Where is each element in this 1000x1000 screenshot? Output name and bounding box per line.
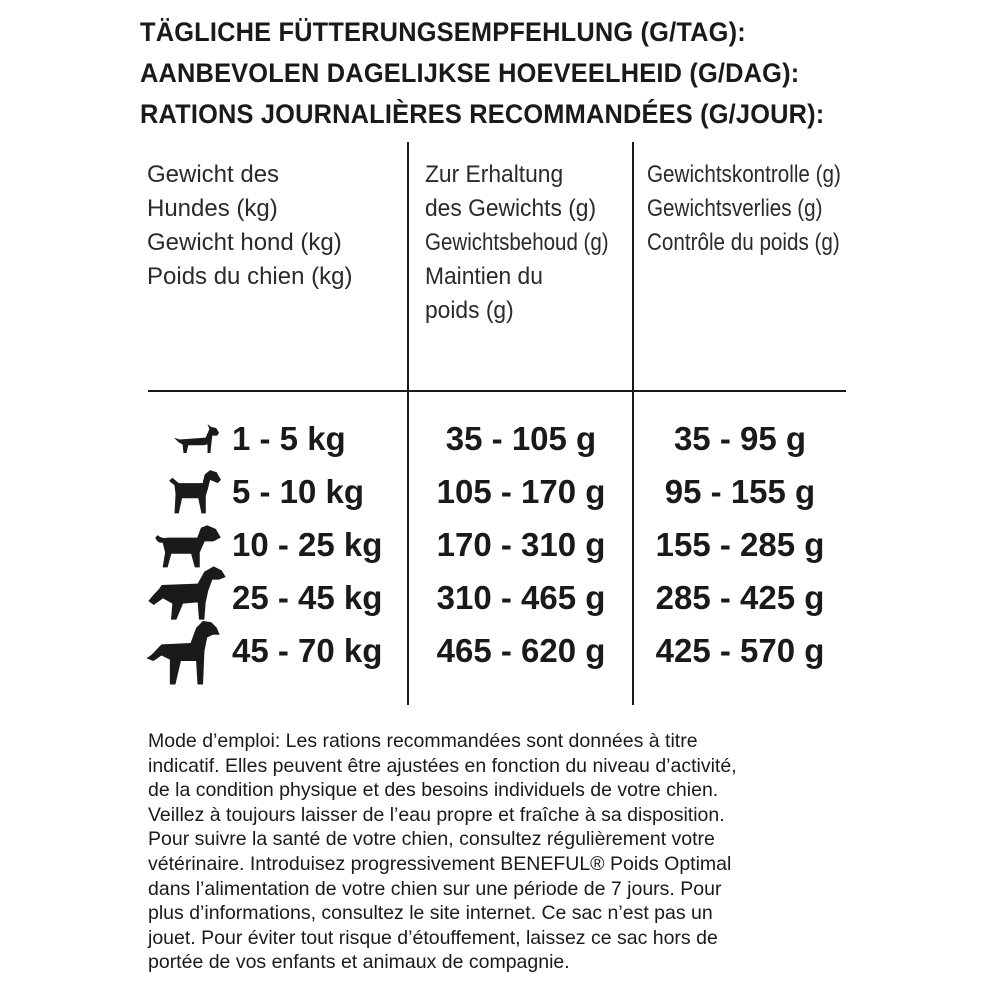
maintain-cell: 310 - 465 g — [436, 579, 606, 616]
small-dog-icon — [172, 422, 220, 458]
maintain-cell: 465 - 620 g — [436, 632, 606, 669]
header-control — [647, 158, 841, 260]
instructions-paragraph — [148, 729, 868, 975]
instructions-line: Pour suivre la santé de votre chien, consultez régulièrement votre — [148, 828, 715, 851]
header-maintain-line: Zur Erhaltung — [425, 161, 564, 188]
header-weight-line: Poids du chien (kg) — [147, 263, 353, 290]
title-german: TÄGLICHE FÜTTERUNGSEMPFEHLUNG (G/TAG): — [140, 17, 746, 47]
instructions-line: dans l’alimentation de votre chien sur une période de 7 jours. Pour — [148, 877, 722, 900]
maintain-cell: 35 - 105 g — [445, 420, 597, 457]
control-cell: 425 - 570 g — [655, 632, 825, 669]
table-row — [0, 518, 1000, 571]
table-row — [0, 412, 1000, 465]
header-maintain-line: Gewichtsbehoud (g) — [425, 229, 609, 256]
instructions-line: jouet. Pour éviter tout risque d’étouffement, laissez ce sac hors de — [148, 926, 718, 949]
maintain-cell: 170 - 310 g — [436, 526, 606, 563]
instructions-line: Mode d’emploi: Les rations recommandées sont données à titre — [148, 730, 698, 752]
weight-cell: 25 - 45 kg — [232, 579, 383, 616]
header-control-line: Gewichtskontrolle (g) — [647, 161, 841, 188]
title-block — [140, 12, 868, 135]
instructions-line: de la condition physique et des besoins individuels de votre chien. — [148, 779, 719, 802]
control-cell: 285 - 425 g — [655, 579, 825, 616]
control-cell: 35 - 95 g — [673, 420, 807, 457]
table-row — [0, 624, 1000, 677]
header-maintain-line: des Gewichts (g) — [425, 195, 597, 222]
weight-cell: 1 - 5 kg — [232, 420, 346, 457]
header-control-line: Contrôle du poids (g) — [647, 229, 840, 256]
instructions-line: plus d’informations, consultez le site internet. Ce sac n’est pas un — [148, 902, 713, 925]
weight-cell: 45 - 70 kg — [232, 632, 383, 669]
instructions-line: Veillez à toujours laisser de l’eau propre et fraîche à sa disposition. — [148, 803, 725, 826]
medium-dog-icon — [154, 522, 222, 570]
header-weight-line: Gewicht des — [147, 161, 280, 188]
header-control-line: Gewichtsverlies (g) — [647, 195, 823, 222]
weight-cell: 5 - 10 kg — [232, 473, 365, 510]
header-maintain-line: Maintien du — [425, 263, 543, 290]
header-weight-line: Gewicht hond (kg) — [147, 229, 342, 256]
instructions-line: vétérinaire. Introduisez progressivement BENEFUL® Poids Optimal — [148, 852, 732, 875]
control-cell: 155 - 285 g — [655, 526, 825, 563]
instructions-line: indicatif. Elles peuvent être ajustées en fonction du niveau d’activité, — [148, 754, 737, 777]
header-maintain-line: poids (g) — [425, 297, 514, 324]
control-cell: 95 - 155 g — [664, 473, 816, 510]
header-weight-line: Hundes (kg) — [147, 195, 278, 222]
instructions-line: portée de vos enfants et animaux de compagnie. — [148, 951, 570, 974]
table-row — [0, 571, 1000, 624]
title-french: RATIONS JOURNALIÈRES RECOMMANDÉES (G/JOUR): — [140, 99, 825, 129]
feeding-table — [0, 412, 1000, 677]
giant-dog-icon — [145, 618, 221, 686]
weight-cell: 10 - 25 kg — [232, 526, 383, 563]
header-maintain — [425, 158, 629, 328]
title-dutch: AANBEVOLEN DAGELIJKSE HOEVEELHEID (G/DAG): — [140, 58, 800, 88]
maintain-cell: 105 - 170 g — [436, 473, 606, 510]
terrier-dog-icon — [168, 469, 222, 515]
table-header-rule — [148, 390, 846, 392]
header-weight — [147, 158, 352, 294]
large-dog-icon — [147, 565, 227, 621]
table-row — [0, 465, 1000, 518]
